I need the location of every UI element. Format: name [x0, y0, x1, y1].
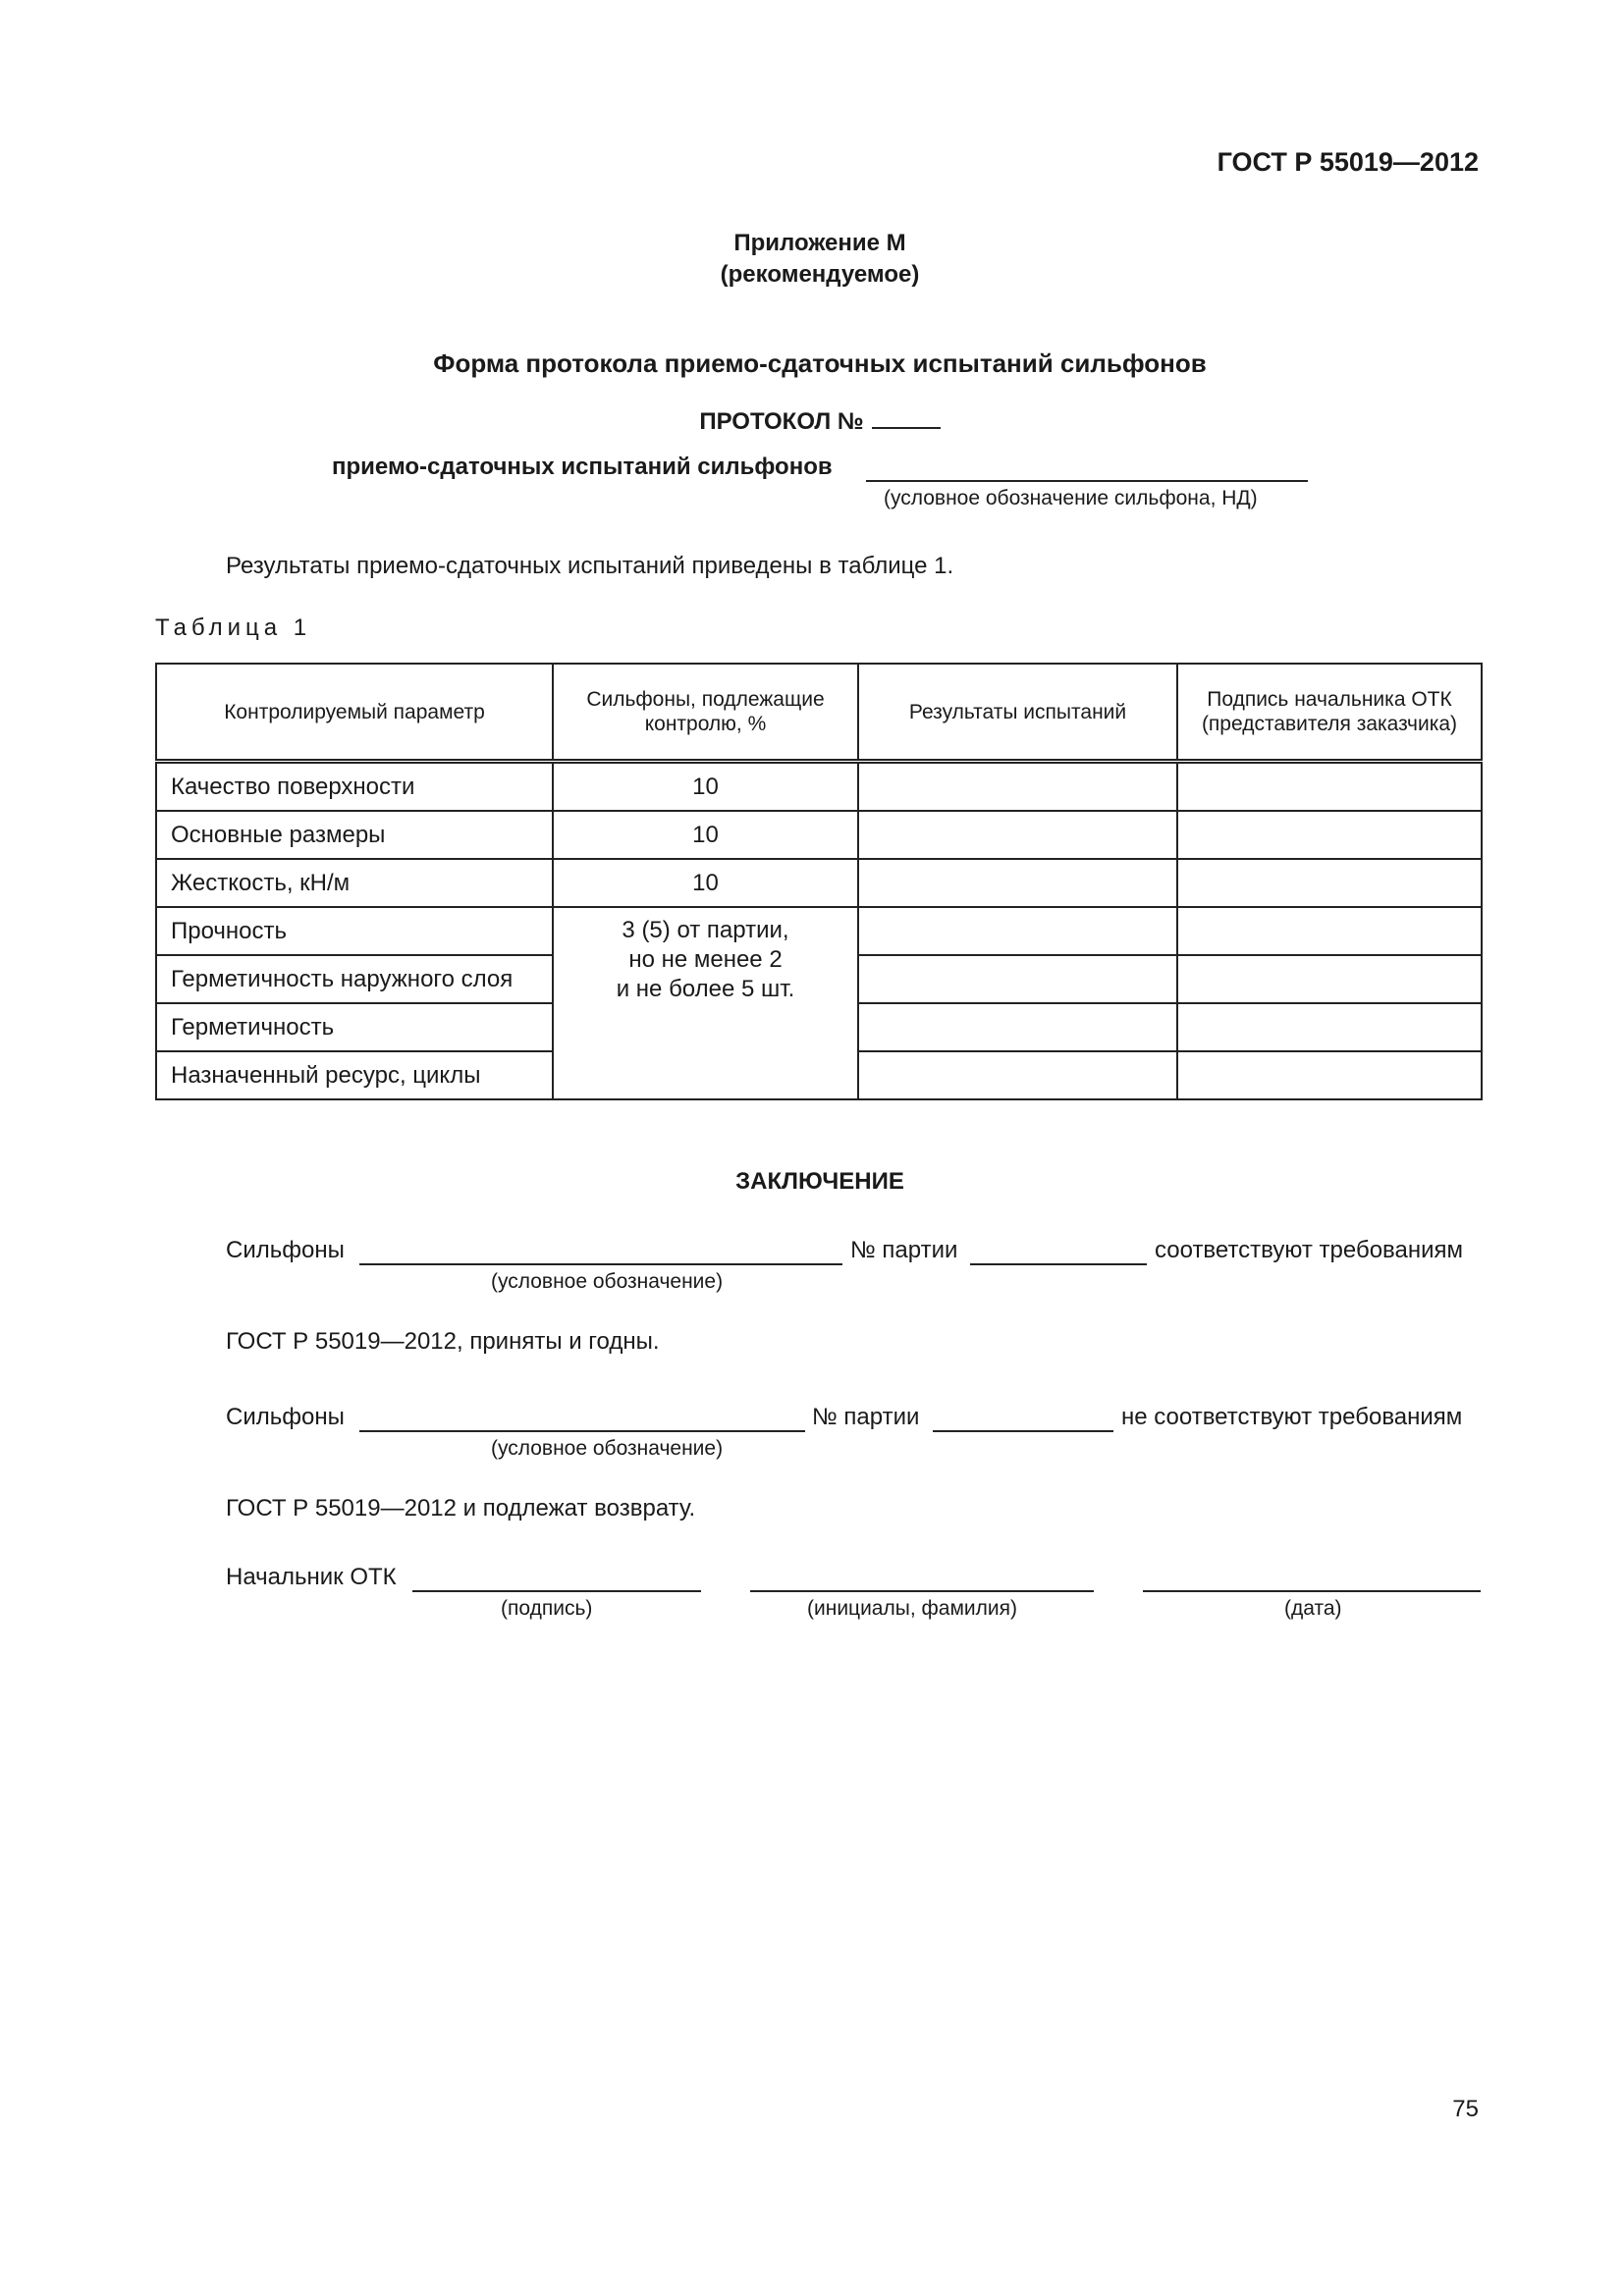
param-cell: Герметичность [156, 1003, 553, 1051]
param-cell: Прочность [156, 907, 553, 955]
header-parameter: Контролируемый параметр [156, 664, 553, 762]
result-cell[interactable] [858, 907, 1177, 955]
block2-prefix: Сильфоны [226, 1404, 345, 1430]
signature-cell[interactable] [1177, 1003, 1482, 1051]
block1-continuation: ГОСТ Р 55019—2012, приняты и годны. [226, 1328, 660, 1355]
name-field[interactable] [750, 1590, 1094, 1592]
bellows-designation-field[interactable] [866, 480, 1308, 482]
name-caption: (инициалы, фамилия) [807, 1597, 1017, 1620]
param-cell: Назначенный ресурс, циклы [156, 1051, 553, 1099]
date-caption: (дата) [1284, 1597, 1342, 1620]
signature-cell[interactable] [1177, 907, 1482, 955]
intro-paragraph: Результаты приемо-сдаточных испытаний приведены в таблице 1. [226, 553, 954, 579]
appendix-subtitle: (рекомендуемое) [720, 261, 920, 288]
block2-batch-label: № партии [812, 1404, 920, 1430]
block2-continuation: ГОСТ Р 55019—2012 и подлежат возврату. [226, 1495, 696, 1522]
tests-label: приемо-сдаточных испытаний сильфонов [332, 454, 833, 480]
percent-cell: 10 [553, 811, 858, 859]
merged-line: 3 (5) от партии, [622, 917, 789, 943]
result-cell[interactable] [858, 859, 1177, 907]
table-row [156, 811, 1482, 859]
block2-batch-field[interactable] [933, 1430, 1113, 1432]
result-cell[interactable] [858, 1003, 1177, 1051]
header-signature: Подпись начальника ОТК (представителя заказчика) [1177, 664, 1482, 762]
signature-cell[interactable] [1177, 762, 1482, 812]
merged-line: но не менее 2 [628, 946, 783, 973]
result-cell[interactable] [858, 811, 1177, 859]
signature-cell[interactable] [1177, 955, 1482, 1003]
block1-suffix: соответствуют требованиям [1155, 1237, 1464, 1263]
result-cell[interactable] [858, 762, 1177, 812]
table-row [156, 907, 1482, 955]
signature-label: Начальник ОТК [226, 1564, 397, 1590]
header-results: Результаты испытаний [858, 664, 1177, 762]
signature-cell[interactable] [1177, 1051, 1482, 1099]
results-table [155, 663, 1483, 1100]
merged-line: и не более 5 шт. [616, 976, 795, 1002]
signature-field[interactable] [412, 1590, 701, 1592]
percent-cell: 10 [553, 859, 858, 907]
document-code: ГОСТ Р 55019—2012 [1217, 147, 1479, 177]
signature-cell[interactable] [1177, 859, 1482, 907]
block2-designation-field[interactable] [359, 1430, 805, 1432]
protocol-number-field[interactable] [872, 405, 941, 429]
block1-prefix: Сильфоны [226, 1237, 345, 1263]
param-cell: Герметичность наружного слоя [156, 955, 553, 1003]
header-percent: Сильфоны, подлежащие контролю, % [553, 664, 858, 762]
block2-suffix: не соответствуют требованиям [1121, 1404, 1463, 1430]
page-number: 75 [1452, 2096, 1479, 2122]
block1-designation-field[interactable] [359, 1263, 842, 1265]
merged-percent-cell [553, 907, 858, 1099]
appendix-heading [0, 228, 1624, 291]
date-field[interactable] [1143, 1590, 1481, 1592]
table-header-row [156, 664, 1482, 762]
result-cell[interactable] [858, 1051, 1177, 1099]
table-row [156, 859, 1482, 907]
appendix-title: Приложение М [733, 230, 906, 256]
protocol-number-row [0, 405, 1624, 436]
param-cell: Качество поверхности [156, 762, 553, 812]
param-cell: Основные размеры [156, 811, 553, 859]
table-row [156, 762, 1482, 812]
bellows-designation-caption: (условное обозначение сильфона, НД) [884, 487, 1258, 509]
param-cell: Жесткость, кН/м [156, 859, 553, 907]
protocol-label: ПРОТОКОЛ № [699, 408, 864, 435]
table-label: Таблица 1 [155, 614, 312, 641]
conclusion-title: ЗАКЛЮЧЕНИЕ [735, 1168, 904, 1195]
block1-batch-field[interactable] [970, 1263, 1147, 1265]
block1-batch-label: № партии [850, 1237, 958, 1263]
signature-caption: (подпись) [501, 1597, 593, 1620]
form-title: Форма протокола приемо-сдаточных испытаний сильфонов [433, 348, 1207, 378]
result-cell[interactable] [858, 955, 1177, 1003]
percent-cell: 10 [553, 762, 858, 812]
block1-caption: (условное обозначение) [491, 1270, 724, 1293]
signature-cell[interactable] [1177, 811, 1482, 859]
block2-caption: (условное обозначение) [491, 1437, 724, 1460]
